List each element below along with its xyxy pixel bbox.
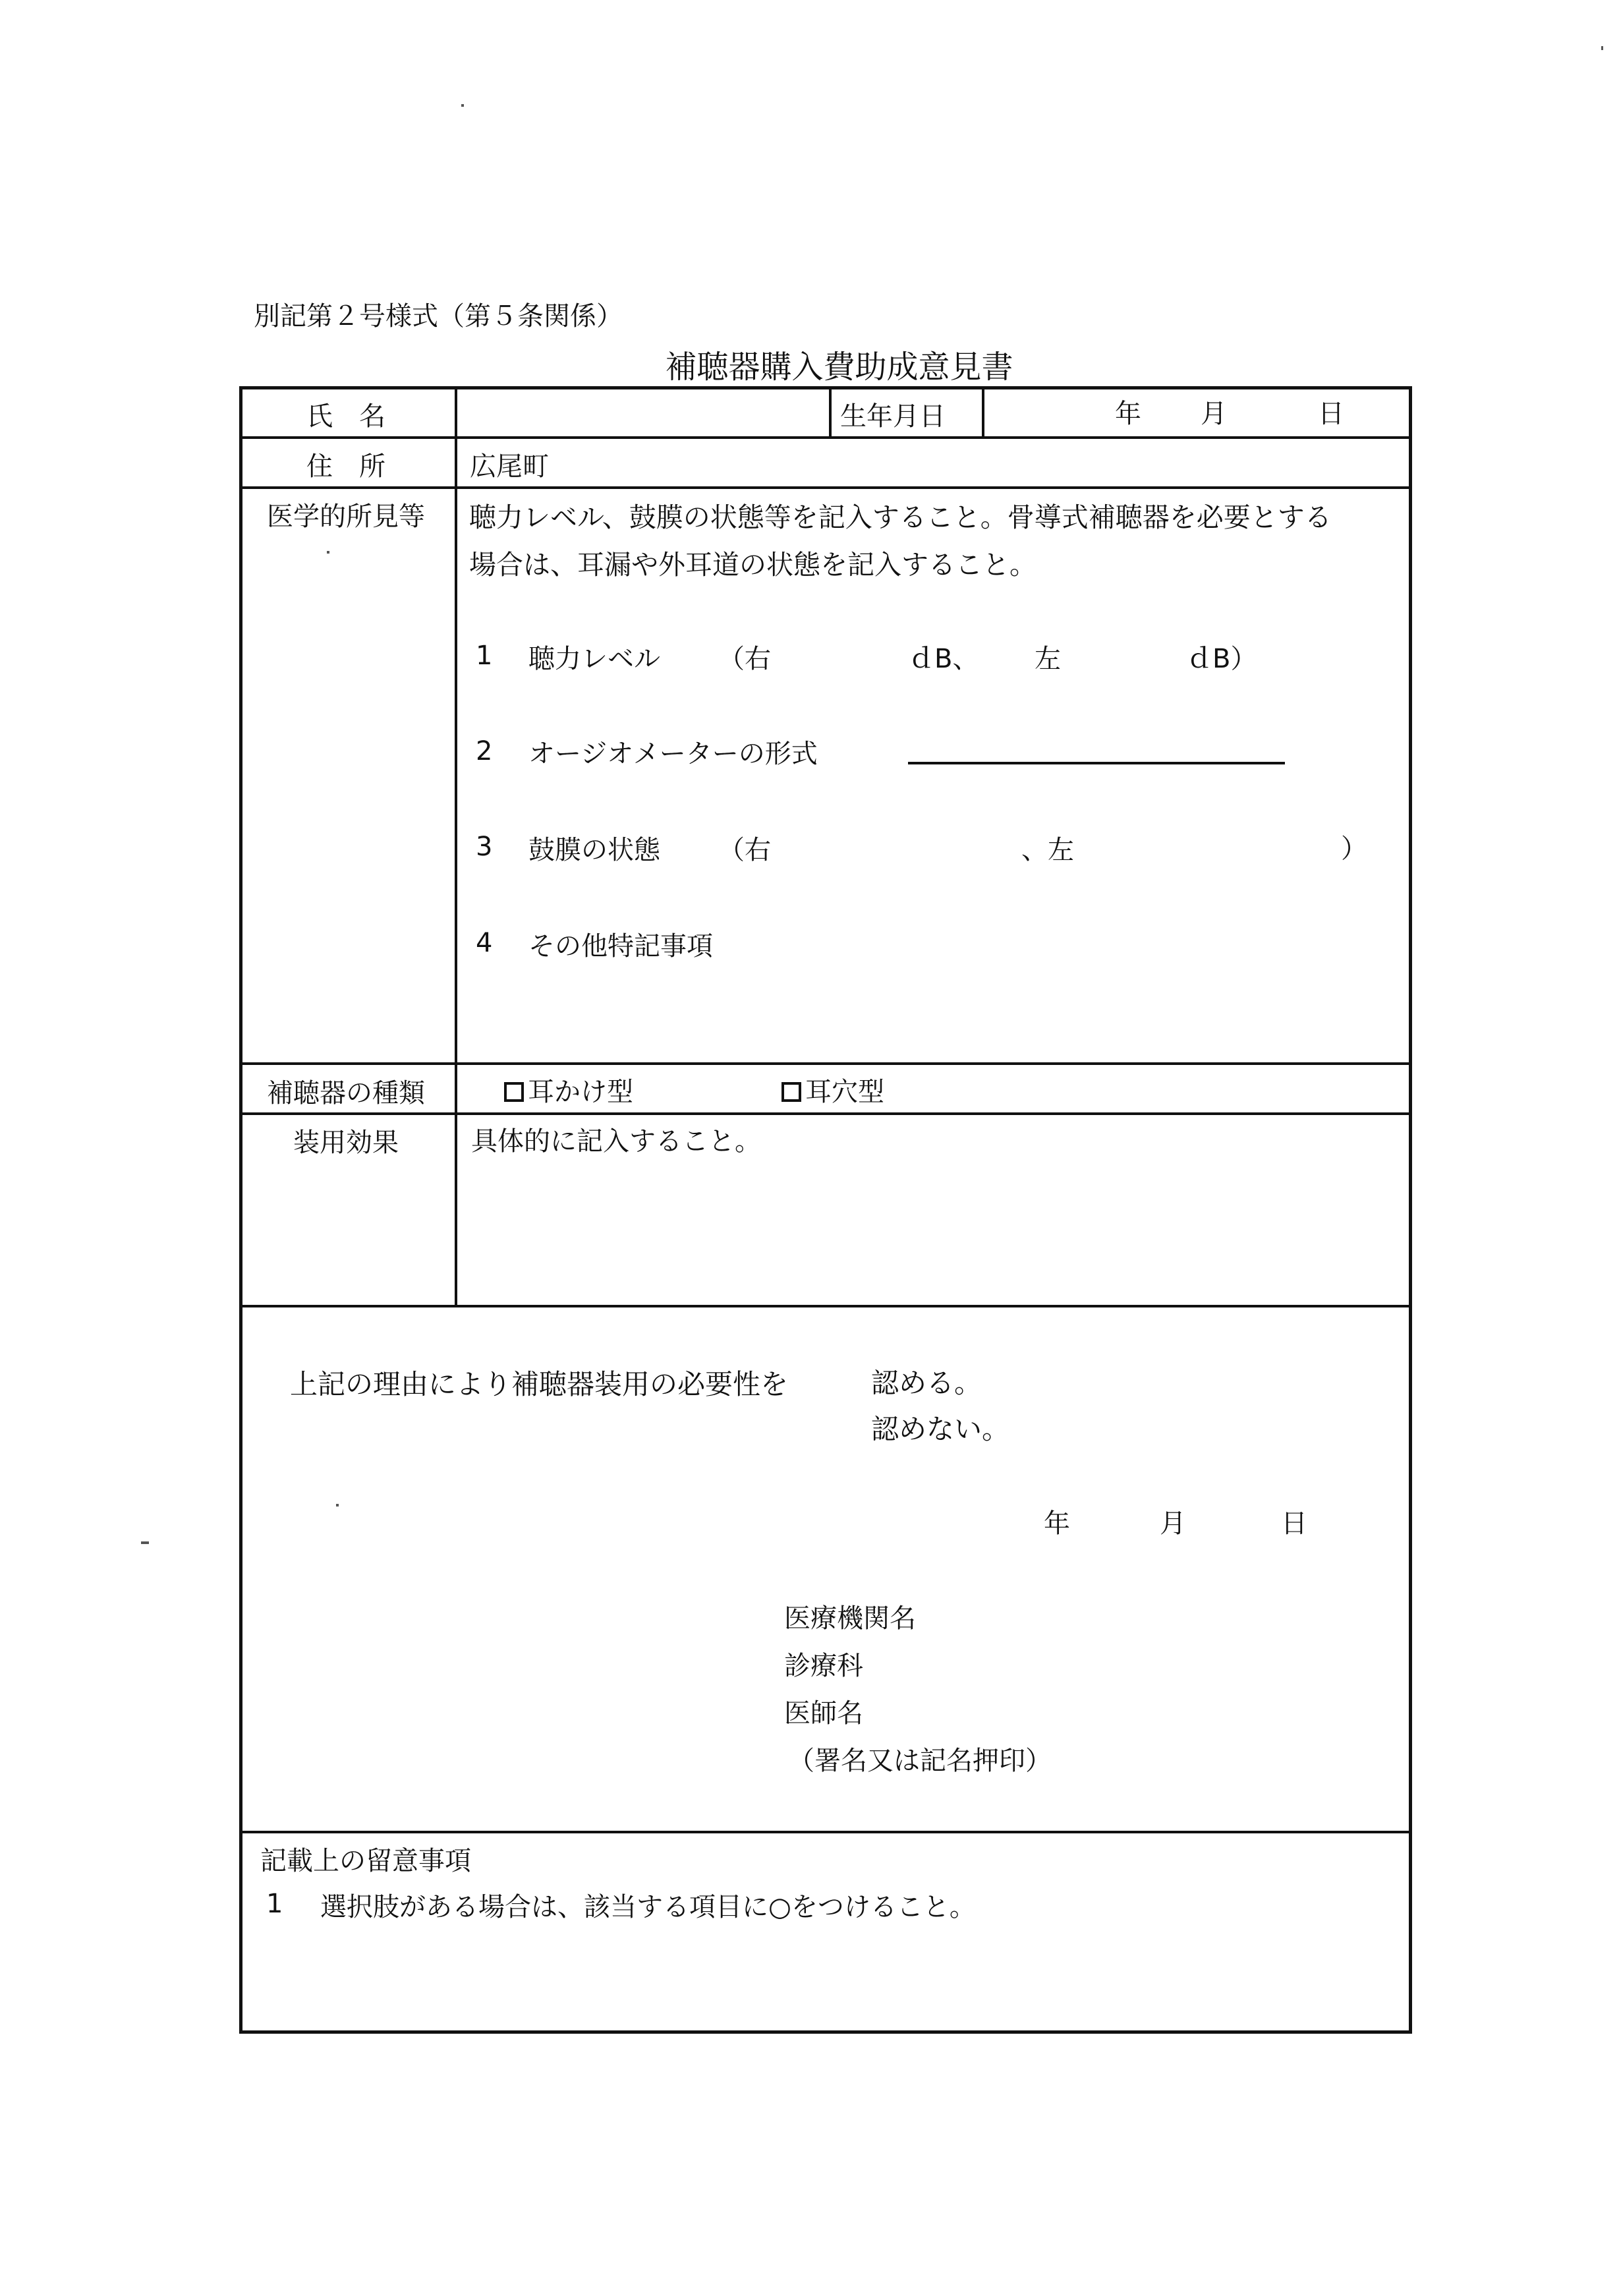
department-label: 診療科 xyxy=(784,1651,863,1681)
decision-year-unit: 年 xyxy=(1044,1508,1070,1539)
notes-item1-text: 選択肢がある場合は、該当する項目に○をつけること。 xyxy=(320,1892,976,1922)
table-border-left xyxy=(239,386,242,2034)
item2-audiometer-label: オージオメーターの形式 xyxy=(528,739,818,769)
address-value[interactable]: 広尾町 xyxy=(470,451,549,482)
scan-speck xyxy=(1601,46,1603,50)
notes-item1-number: 1 xyxy=(266,1889,283,1919)
birth-year-unit: 年 xyxy=(1115,399,1141,429)
birth-month-unit: 月 xyxy=(1201,399,1227,429)
wearing-effect-label: 装用効果 xyxy=(293,1128,399,1158)
item4-other-notes-label: その他特記事項 xyxy=(528,931,713,961)
row-sep-3 xyxy=(239,1062,1412,1065)
item1-right-db-unit: ｄB、 xyxy=(908,644,979,674)
item3-left-label: 、左 xyxy=(1021,835,1074,865)
birth-cell-divider-2 xyxy=(982,386,984,438)
item2-number: 2 xyxy=(476,736,493,766)
item1-right-open: （右 xyxy=(718,644,771,674)
signature-note: （署名又は記名押印） xyxy=(788,1746,1052,1776)
birth-date-label: 生年月日 xyxy=(840,401,946,432)
medical-findings-label: 医学的所見等 xyxy=(267,502,425,532)
item1-hearing-level-label: 聴力レベル xyxy=(528,644,660,674)
scan-speck xyxy=(141,1541,149,1544)
doctor-name-label: 医師名 xyxy=(784,1698,863,1729)
birth-cell-divider-1 xyxy=(829,386,832,438)
checkbox-icon xyxy=(504,1082,524,1102)
decision-day-unit: 日 xyxy=(1281,1508,1307,1539)
document-title: 補聴器購入費助成意見書 xyxy=(665,349,1013,386)
item1-left-label: 左 xyxy=(1035,644,1061,674)
hearing-aid-type-label: 補聴器の種類 xyxy=(267,1078,425,1108)
address-label: 住 所 xyxy=(306,451,385,482)
row-sep-6 xyxy=(239,1831,1412,1833)
item3-eardrum-label: 鼓膜の状態 xyxy=(528,835,660,865)
row-sep-1 xyxy=(239,436,1412,439)
table-border-bottom xyxy=(239,2030,1412,2034)
name-label: 氏 名 xyxy=(306,401,385,432)
birth-day-unit: 日 xyxy=(1318,399,1344,429)
item3-number: 3 xyxy=(476,832,493,862)
decision-statement: 上記の理由により補聴器装用の必要性を xyxy=(290,1368,789,1400)
item3-right-open: （右 xyxy=(718,835,771,865)
name-value[interactable] xyxy=(468,395,817,428)
form-number-label: 別記第２号様式（第５条関係） xyxy=(254,301,623,331)
scan-speck xyxy=(336,1504,339,1507)
scan-speck xyxy=(461,104,464,107)
decision-approve[interactable]: 認める。 xyxy=(871,1367,982,1399)
option-in-the-ear-label: 耳穴型 xyxy=(805,1077,884,1107)
item1-number: 1 xyxy=(476,641,493,671)
option-in-the-ear[interactable] xyxy=(781,1071,884,1108)
scan-speck xyxy=(327,551,329,554)
label-column-divider xyxy=(455,386,457,1306)
item1-left-db-unit: ｄB） xyxy=(1186,644,1257,674)
findings-instruction-line2: 場合は、耳漏や外耳道の状態を記入すること。 xyxy=(469,549,1037,581)
row-sep-5 xyxy=(239,1305,1412,1307)
table-border-top xyxy=(239,386,1412,389)
row-sep-2 xyxy=(239,486,1412,489)
item3-close: ） xyxy=(1341,834,1367,864)
row-sep-4 xyxy=(239,1112,1412,1115)
option-behind-the-ear[interactable] xyxy=(504,1071,633,1108)
findings-instruction-line1: 聴力レベル、鼓膜の状態等を記入すること。骨導式補聴器を必要とする xyxy=(469,502,1332,533)
option-behind-the-ear-label: 耳かけ型 xyxy=(528,1077,633,1107)
table-border-right xyxy=(1409,386,1412,2034)
checkbox-icon xyxy=(781,1082,801,1102)
decision-deny[interactable]: 認めない。 xyxy=(871,1413,1010,1445)
audiometer-type-blank[interactable] xyxy=(908,762,1285,764)
notes-heading: 記載上の留意事項 xyxy=(260,1846,471,1876)
decision-month-unit: 月 xyxy=(1160,1508,1186,1539)
item4-number: 4 xyxy=(476,928,493,958)
medical-institution-label: 医療機関名 xyxy=(784,1603,916,1634)
wearing-effect-instruction: 具体的に記入すること。 xyxy=(471,1126,761,1157)
